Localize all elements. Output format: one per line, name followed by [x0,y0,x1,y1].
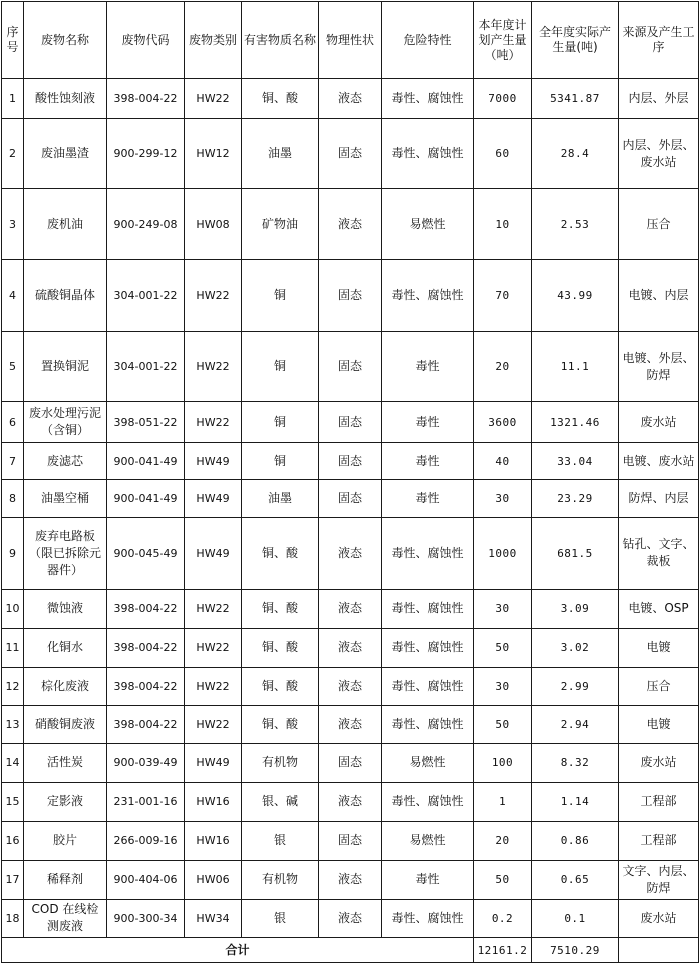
cell-physical-state: 液态 [319,79,382,119]
cell-hazard-substance: 铜 [242,402,319,443]
table-row [2,518,699,589]
cell-actual-output: 5341.87 [532,79,619,119]
cell-code: 900-039-49 [107,743,185,782]
cell-hazard-substance: 铜、酸 [242,589,319,628]
cell-source: 内层、外层 [619,79,699,119]
cell-actual-output: 0.86 [532,821,619,860]
cell-category: HW22 [185,589,242,628]
cell-actual-output: 43.99 [532,260,619,332]
cell-actual-output: 2.99 [532,667,619,705]
cell-category: HW06 [185,860,242,899]
total-actual-output: 7510.29 [532,938,619,963]
cell-seq: 18 [2,899,24,937]
cell-name: 定影液 [24,782,107,821]
cell-actual-output: 23.29 [532,480,619,518]
header-seq: 序号 [2,2,24,79]
cell-category: HW22 [185,79,242,119]
cell-hazard-substance: 矿物油 [242,189,319,260]
cell-seq: 4 [2,260,24,332]
cell-hazard-substance: 铜、酸 [242,79,319,119]
cell-actual-output: 1.14 [532,782,619,821]
cell-name: 酸性蚀刻液 [24,79,107,119]
cell-source: 电镀、OSP [619,589,699,628]
cell-name: 废滤芯 [24,443,107,480]
cell-planned-output: 70 [474,260,532,332]
cell-physical-state: 液态 [319,705,382,743]
cell-name: 油墨空桶 [24,480,107,518]
cell-code: 900-045-49 [107,518,185,589]
cell-hazard-property: 毒性 [382,860,474,899]
cell-category: HW34 [185,899,242,937]
cell-code: 304-001-22 [107,260,185,332]
cell-code: 398-051-22 [107,402,185,443]
cell-planned-output: 20 [474,821,532,860]
cell-physical-state: 液态 [319,899,382,937]
cell-physical-state: 液态 [319,667,382,705]
cell-physical-state: 液态 [319,628,382,667]
cell-name: 稀释剂 [24,860,107,899]
cell-actual-output: 33.04 [532,443,619,480]
cell-code: 900-249-08 [107,189,185,260]
cell-source: 防焊、内层 [619,480,699,518]
cell-seq: 14 [2,743,24,782]
cell-source: 电镀、内层 [619,260,699,332]
header-physical-state: 物理性状 [319,2,382,79]
cell-name: 硫酸铜晶体 [24,260,107,332]
cell-hazard-property: 易燃性 [382,821,474,860]
cell-seq: 13 [2,705,24,743]
cell-planned-output: 50 [474,628,532,667]
cell-seq: 12 [2,667,24,705]
table-row [2,589,699,628]
table-row [2,79,699,119]
cell-actual-output: 0.1 [532,899,619,937]
cell-name: 化铜水 [24,628,107,667]
cell-actual-output: 2.53 [532,189,619,260]
cell-planned-output: 60 [474,119,532,189]
cell-code: 266-009-16 [107,821,185,860]
header-source: 来源及产生工序 [619,2,699,79]
cell-planned-output: 50 [474,705,532,743]
cell-hazard-substance: 铜 [242,332,319,402]
table-body [2,79,699,938]
cell-category: HW22 [185,402,242,443]
cell-code: 398-004-22 [107,589,185,628]
cell-seq: 16 [2,821,24,860]
cell-category: HW49 [185,443,242,480]
cell-hazard-property: 毒性、腐蚀性 [382,628,474,667]
table-row [2,443,699,480]
cell-hazard-property: 毒性、腐蚀性 [382,260,474,332]
cell-source: 工程部 [619,782,699,821]
cell-hazard-property: 易燃性 [382,189,474,260]
cell-seq: 10 [2,589,24,628]
cell-name: 废机油 [24,189,107,260]
cell-physical-state: 固态 [319,443,382,480]
cell-name: 废水处理污泥（含铜） [24,402,107,443]
cell-planned-output: 1000 [474,518,532,589]
cell-physical-state: 固态 [319,260,382,332]
cell-source: 内层、外层、废水站 [619,119,699,189]
cell-category: HW16 [185,821,242,860]
cell-planned-output: 7000 [474,79,532,119]
cell-physical-state: 液态 [319,589,382,628]
cell-seq: 3 [2,189,24,260]
cell-hazard-substance: 有机物 [242,743,319,782]
cell-source: 电镀 [619,705,699,743]
cell-hazard-property: 毒性 [382,443,474,480]
cell-seq: 8 [2,480,24,518]
cell-actual-output: 681.5 [532,518,619,589]
table-row [2,402,699,443]
cell-seq: 1 [2,79,24,119]
cell-source: 电镀、外层、防焊 [619,332,699,402]
table-row [2,189,699,260]
cell-hazard-property: 毒性、腐蚀性 [382,899,474,937]
cell-seq: 2 [2,119,24,189]
cell-physical-state: 固态 [319,402,382,443]
cell-hazard-property: 毒性 [382,332,474,402]
cell-name: 胶片 [24,821,107,860]
cell-actual-output: 1321.46 [532,402,619,443]
cell-actual-output: 3.02 [532,628,619,667]
cell-category: HW49 [185,518,242,589]
cell-code: 900-041-49 [107,443,185,480]
cell-planned-output: 40 [474,443,532,480]
cell-code: 398-004-22 [107,705,185,743]
cell-actual-output: 2.94 [532,705,619,743]
cell-actual-output: 8.32 [532,743,619,782]
cell-hazard-property: 毒性、腐蚀性 [382,589,474,628]
cell-planned-output: 1 [474,782,532,821]
cell-planned-output: 10 [474,189,532,260]
total-row [2,938,699,963]
cell-category: HW22 [185,332,242,402]
cell-source: 废水站 [619,402,699,443]
cell-planned-output: 30 [474,667,532,705]
total-planned-output: 12161.2 [474,938,532,963]
cell-source: 废水站 [619,743,699,782]
cell-seq: 7 [2,443,24,480]
cell-hazard-substance: 铜 [242,260,319,332]
table-row [2,667,699,705]
cell-category: HW12 [185,119,242,189]
cell-category: HW49 [185,480,242,518]
cell-seq: 11 [2,628,24,667]
cell-category: HW22 [185,705,242,743]
cell-planned-output: 30 [474,480,532,518]
cell-actual-output: 11.1 [532,332,619,402]
cell-name: 置换铜泥 [24,332,107,402]
header-row [2,2,699,79]
cell-source: 废水站 [619,899,699,937]
cell-hazard-substance: 铜 [242,443,319,480]
cell-seq: 15 [2,782,24,821]
cell-name: 硝酸铜废液 [24,705,107,743]
cell-hazard-property: 毒性、腐蚀性 [382,667,474,705]
cell-code: 398-004-22 [107,79,185,119]
cell-category: HW49 [185,743,242,782]
cell-planned-output: 0.2 [474,899,532,937]
cell-physical-state: 固态 [319,821,382,860]
cell-hazard-property: 毒性、腐蚀性 [382,79,474,119]
cell-hazard-property: 毒性 [382,480,474,518]
cell-actual-output: 3.09 [532,589,619,628]
cell-name: COD 在线检测废液 [24,899,107,937]
cell-hazard-substance: 铜、酸 [242,628,319,667]
cell-hazard-substance: 铜、酸 [242,518,319,589]
table-row [2,628,699,667]
cell-code: 900-299-12 [107,119,185,189]
cell-category: HW22 [185,628,242,667]
hazardous-waste-table [1,1,699,963]
cell-hazard-substance: 油墨 [242,480,319,518]
cell-planned-output: 50 [474,860,532,899]
cell-hazard-substance: 铜、酸 [242,705,319,743]
cell-seq: 5 [2,332,24,402]
cell-hazard-property: 易燃性 [382,743,474,782]
cell-code: 900-300-34 [107,899,185,937]
cell-hazard-substance: 有机物 [242,860,319,899]
cell-code: 900-404-06 [107,860,185,899]
cell-source: 文字、内层、防焊 [619,860,699,899]
cell-physical-state: 固态 [319,743,382,782]
total-label: 合计 [2,938,474,963]
cell-code: 304-001-22 [107,332,185,402]
cell-planned-output: 30 [474,589,532,628]
cell-code: 900-041-49 [107,480,185,518]
cell-hazard-property: 毒性、腐蚀性 [382,518,474,589]
cell-hazard-substance: 银 [242,899,319,937]
header-code: 废物代码 [107,2,185,79]
cell-name: 废油墨渣 [24,119,107,189]
cell-hazard-property: 毒性、腐蚀性 [382,119,474,189]
cell-source: 压合 [619,189,699,260]
cell-physical-state: 固态 [319,332,382,402]
cell-name: 微蚀液 [24,589,107,628]
cell-name: 废弃电路板（限已拆除元器件） [24,518,107,589]
cell-source: 压合 [619,667,699,705]
cell-category: HW22 [185,667,242,705]
cell-physical-state: 液态 [319,518,382,589]
header-planned-output: 本年度计划产生量（吨） [474,2,532,79]
cell-hazard-property: 毒性、腐蚀性 [382,705,474,743]
cell-planned-output: 20 [474,332,532,402]
cell-physical-state: 液态 [319,189,382,260]
table-row [2,332,699,402]
cell-seq: 9 [2,518,24,589]
table-row [2,705,699,743]
cell-physical-state: 液态 [319,782,382,821]
cell-code: 231-001-16 [107,782,185,821]
cell-name: 棕化废液 [24,667,107,705]
header-name: 废物名称 [24,2,107,79]
cell-physical-state: 固态 [319,119,382,189]
cell-source: 钻孔、文字、裁板 [619,518,699,589]
cell-source: 电镀、废水站 [619,443,699,480]
table-row [2,860,699,899]
header-actual-output: 全年度实际产生量(吨) [532,2,619,79]
table-row [2,821,699,860]
cell-physical-state: 固态 [319,480,382,518]
cell-category: HW22 [185,260,242,332]
cell-planned-output: 3600 [474,402,532,443]
header-hazard-property: 危险特性 [382,2,474,79]
cell-code: 398-004-22 [107,667,185,705]
cell-hazard-property: 毒性 [382,402,474,443]
cell-hazard-substance: 铜、酸 [242,667,319,705]
cell-name: 活性炭 [24,743,107,782]
cell-category: HW16 [185,782,242,821]
header-category: 废物类别 [185,2,242,79]
table-row [2,782,699,821]
cell-physical-state: 液态 [319,860,382,899]
cell-seq: 6 [2,402,24,443]
table-row [2,260,699,332]
table-row [2,119,699,189]
cell-code: 398-004-22 [107,628,185,667]
table-row [2,480,699,518]
table-row [2,899,699,937]
cell-hazard-property: 毒性、腐蚀性 [382,782,474,821]
cell-actual-output: 0.65 [532,860,619,899]
table-row [2,743,699,782]
cell-seq: 17 [2,860,24,899]
cell-source: 工程部 [619,821,699,860]
header-hazard-substance: 有害物质名称 [242,2,319,79]
total-source [619,938,699,963]
cell-category: HW08 [185,189,242,260]
cell-hazard-substance: 银 [242,821,319,860]
cell-hazard-substance: 银、碱 [242,782,319,821]
cell-actual-output: 28.4 [532,119,619,189]
cell-planned-output: 100 [474,743,532,782]
cell-hazard-substance: 油墨 [242,119,319,189]
cell-source: 电镀 [619,628,699,667]
